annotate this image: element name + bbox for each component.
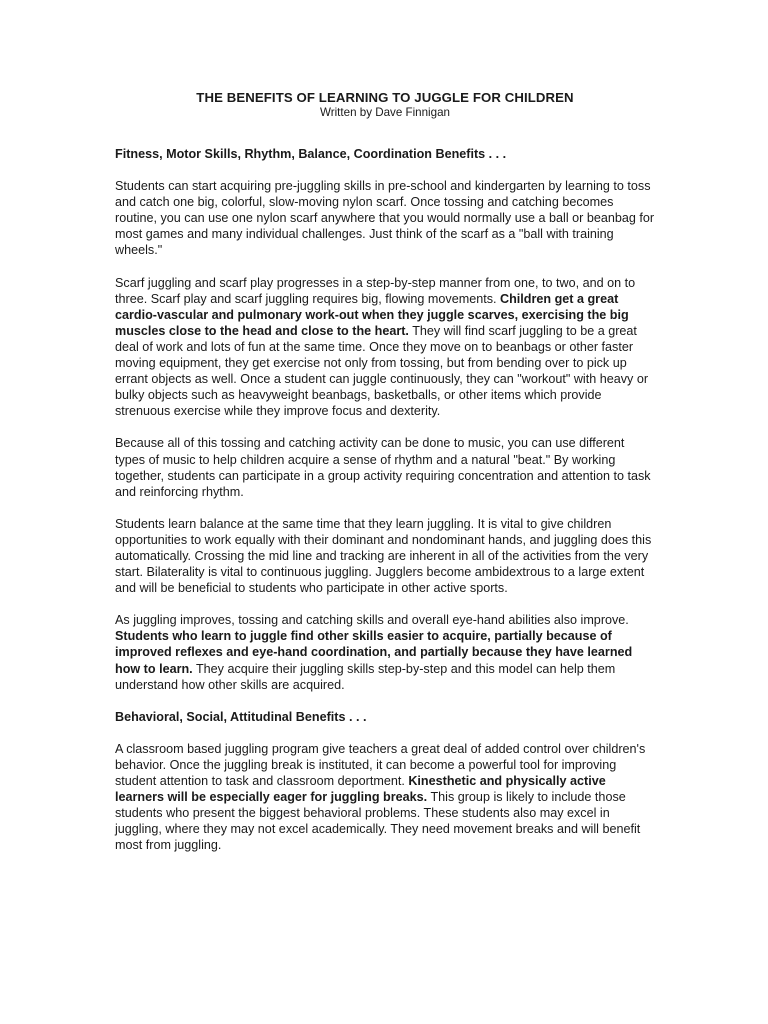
paragraph-skills-acquisition (115, 612, 655, 692)
paragraph-bold-text: Students who learn to juggle find other skills easier to acquire, partially because of improved reflexes and eye-hand coordination, and partially because they have learned how to learn. (115, 629, 633, 676)
paragraph-text: Scarf juggling and scarf play progresses in a step-by-step manner from one, to two, and on to three. Scarf play and scarf juggling requires big, flowing movements. (115, 275, 636, 306)
paragraph-text: This group is likely to include those students who present the biggest behavioral problems. These students also may excel in juggling, where they may not excel academically. They need movement breaks and will benefit most from juggling. (115, 790, 641, 853)
document-page (115, 90, 655, 869)
document-author: Written by Dave Finnigan (320, 106, 450, 119)
paragraph-text: As juggling improves, tossing and catching skills and overall eye-hand abilities also improve. (115, 613, 629, 628)
paragraph-text: Students learn balance at the same time that they learn juggling. It is vital to give children opportunities to work equally with their dominant and nondominant hands, and juggling does this automatically. Crossing the mid line and tracking are inherent in all of the activities from the very start. Bilaterality is vital to continuous juggling. Jugglers become ambidextrous to a large extent and will be beneficial to students who participate in other active sports. (115, 516, 652, 596)
paragraph-scarf-juggling (115, 275, 655, 420)
section-fitness-benefits (115, 146, 655, 693)
section-behavioral-benefits (115, 709, 655, 854)
document-title: THE BENEFITS OF LEARNING TO JUGGLE FOR CHILDREN (196, 90, 574, 105)
paragraph-bold-text: Kinesthetic and physically active learners will be especially eager for juggling breaks. (115, 774, 606, 805)
paragraph-scarf-intro (115, 178, 655, 258)
paragraph-balance (115, 516, 655, 596)
paragraph-text: They acquire their juggling skills step-by-step and this model can help them understand how other skills are acquired. (115, 661, 616, 692)
paragraph-text: Students can start acquiring pre-juggling skills in pre-school and kindergarten by learning to toss and catch one big, colorful, slow-moving nylon scarf. Once tossing and catching becomes routine, you can use one nylon scarf anywhere that you would normally use a ball or beanbag for most games and many individual challenges. Just think of the scarf as a "ball with training wheels." (115, 179, 655, 258)
paragraph-text: A classroom based juggling program give teachers a great deal of added control over children's behavior. Once the juggling break is instituted, it can become a powerful tool for improving student attention to task and classroom deportment. (115, 741, 646, 788)
section-heading: Behavioral, Social, Attitudinal Benefits . . . (115, 709, 367, 724)
paragraph-classroom-program (115, 741, 655, 854)
paragraph-text: They will find scarf juggling to be a great deal of work and lots of fun at the same time. Once they move on to beanbags or other faster moving equipment, they get exercise not only from tossing, but from bending over to pick up errant objects as well. Once a student can juggle continuously, they can "workout" with heavy or bulky objects such as heavyweight beanbags, basketballs, or other items which provide strenuous exercise while they improve focus and dexterity. (115, 323, 649, 419)
paragraph-music-rhythm (115, 435, 655, 499)
paragraph-text: Because all of this tossing and catching activity can be done to music, you can use different types of music to help children acquire a sense of rhythm and a natural "beat." By working together, students can participate in a group activity requiring concentration and attention to task and reinforcing rhythm. (115, 436, 651, 499)
paragraph-bold-text: Children get a great cardio-vascular and pulmonary work-out when they juggle scarves, exercising the big muscles close to the head and close to the heart. (115, 291, 629, 338)
section-heading: Fitness, Motor Skills, Rhythm, Balance, Coordination Benefits . . . (115, 147, 507, 161)
